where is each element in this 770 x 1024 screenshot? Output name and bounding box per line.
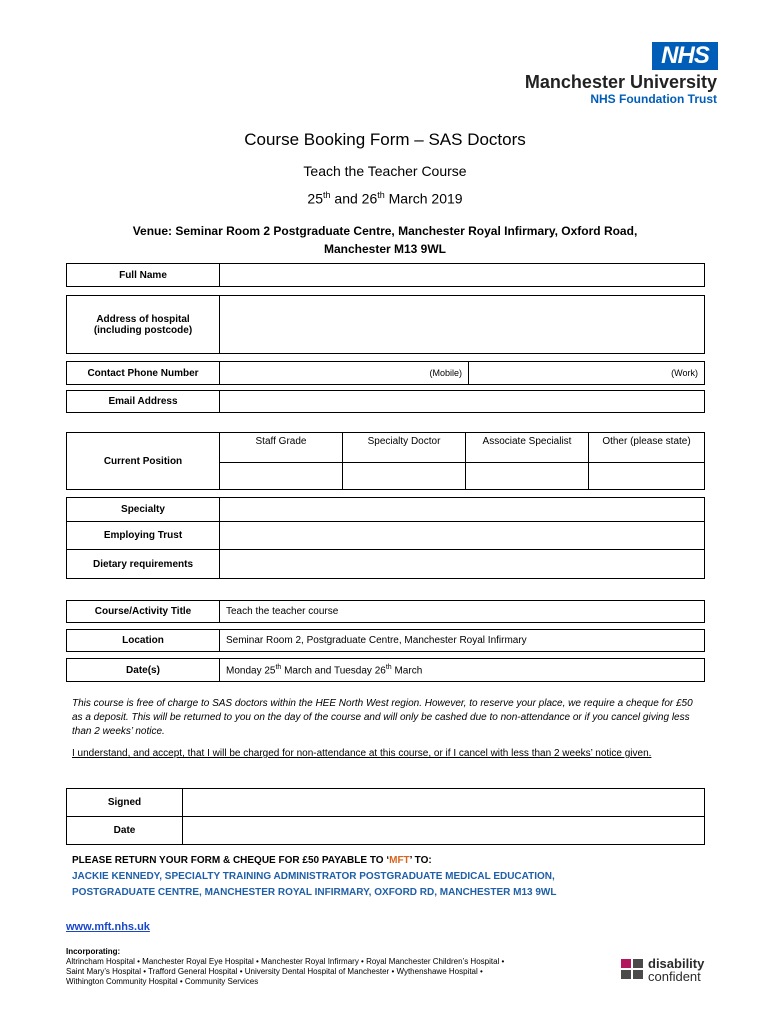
date-field[interactable] — [183, 817, 705, 845]
dietary-label: Dietary requirements — [67, 550, 220, 579]
specialty-label: Specialty — [67, 498, 220, 522]
mobile-field[interactable]: (Mobile) — [220, 362, 469, 385]
position-check-specialty-doctor[interactable] — [343, 463, 466, 490]
position-check-staff-grade[interactable] — [220, 463, 343, 490]
disability-confident-icon — [621, 959, 645, 981]
venue: Venue: Seminar Room 2 Postgraduate Centre, Manchester Royal Infirmary, Oxford Road, Manchester M13 9WL — [132, 224, 638, 256]
date-label: Date — [67, 817, 183, 845]
position-option-associate-specialist: Associate Specialist — [466, 433, 589, 463]
return-address-1: JACKIE KENNEDY, SPECIALTY TRAINING ADMINISTRATOR POSTGRADUATE MEDICAL EDUCATION, — [72, 871, 555, 882]
specialty-field[interactable] — [220, 498, 705, 522]
signature-table — [66, 788, 705, 845]
location-value: Seminar Room 2, Postgraduate Centre, Manchester Royal Infirmary — [220, 630, 705, 652]
position-label: Current Position — [67, 433, 220, 490]
address-field[interactable] — [220, 296, 705, 354]
course-dates: 25th and 26th March 2019 — [307, 190, 463, 207]
dates-value: Monday 25th March and Tuesday 26th March — [220, 659, 705, 682]
location-label: Location — [67, 630, 220, 652]
email-label: Email Address — [67, 391, 220, 413]
website-link[interactable]: www.mft.nhs.uk — [66, 921, 150, 933]
phone-label: Contact Phone Number — [67, 362, 220, 385]
hospitals-list: Altrincham Hospital • Manchester Royal Eye Hospital • Manchester Royal Infirmary • Royal Manchester Children’s Hospital • Saint Mary’s Hospital • Trafford General Hospital • University Dental Hospital of Manchester • Wythenshawe Hospital • Withington Community Hospital • Community Services — [66, 957, 505, 986]
position-table — [66, 432, 705, 490]
phone-row — [66, 361, 705, 385]
address-label: Address of hospital (including postcode) — [67, 296, 220, 354]
org-name: Manchester University — [524, 72, 717, 92]
position-option-other: Other (please state) — [589, 433, 705, 463]
location-row — [66, 629, 705, 652]
email-field[interactable] — [220, 391, 705, 413]
incorporating-label: Incorporating: — [66, 947, 121, 956]
position-check-associate-specialist[interactable] — [466, 463, 589, 490]
org-sub: NHS Foundation Trust — [590, 92, 717, 106]
signed-label: Signed — [67, 789, 183, 817]
address-note: (including postcode) — [93, 324, 193, 336]
nhs-logo: NHS — [652, 42, 718, 70]
email-row — [66, 390, 705, 413]
return-address-2: POSTGRADUATE CENTRE, MANCHESTER ROYAL INFIRMARY, OXFORD RD, MANCHESTER M13 9WL — [72, 887, 557, 898]
course-title-label: Course/Activity Title — [67, 601, 220, 623]
position-option-specialty-doctor: Specialty Doctor — [343, 433, 466, 463]
fee-note: This course is free of charge to SAS doctors within the HEE North West region. However, to reserve your place, we require a cheque for £50 as a deposit. This will be returned to you on the day of the course and will only be cashed due to non-attendance or if you cancel giving less than 2 weeks’ notice. — [72, 698, 693, 737]
dietary-field[interactable] — [220, 550, 705, 579]
position-check-other[interactable] — [589, 463, 705, 490]
employing-trust-field[interactable] — [220, 522, 705, 550]
full-name-field[interactable] — [220, 264, 705, 287]
return-instructions: PLEASE RETURN YOUR FORM & CHEQUE FOR £50 PAYABLE TO ‘MFT’ TO: JACKIE KENNEDY, SPECIALTY TRAINING ADMINISTRATOR POSTGRADUATE MEDICAL EDUCATION, POSTGRADUATE CENTRE, MANCHESTER ROYAL INFIRMARY, OXFORD RD, MANCHESTER M13 9WL — [72, 853, 556, 901]
signed-field[interactable] — [183, 789, 705, 817]
address-row — [66, 295, 705, 354]
specialty-table — [66, 497, 705, 579]
course-title-value: Teach the teacher course — [220, 601, 705, 623]
form-title: Course Booking Form – SAS Doctors — [244, 130, 526, 149]
course-title-row — [66, 600, 705, 623]
work-field[interactable]: (Work) — [469, 362, 705, 385]
full-name-row — [66, 263, 705, 287]
dates-row — [66, 658, 705, 682]
position-option-staff-grade: Staff Grade — [220, 433, 343, 463]
agreement-text: I understand, and accept, that I will be charged for non-attendance at this course, or if I cancel with less than 2 weeks’ notice given. — [72, 748, 652, 759]
dates-label: Date(s) — [67, 659, 220, 682]
course-name: Teach the Teacher Course — [303, 163, 467, 179]
full-name-label: Full Name — [67, 264, 220, 287]
employing-trust-label: Employing Trust — [67, 522, 220, 550]
